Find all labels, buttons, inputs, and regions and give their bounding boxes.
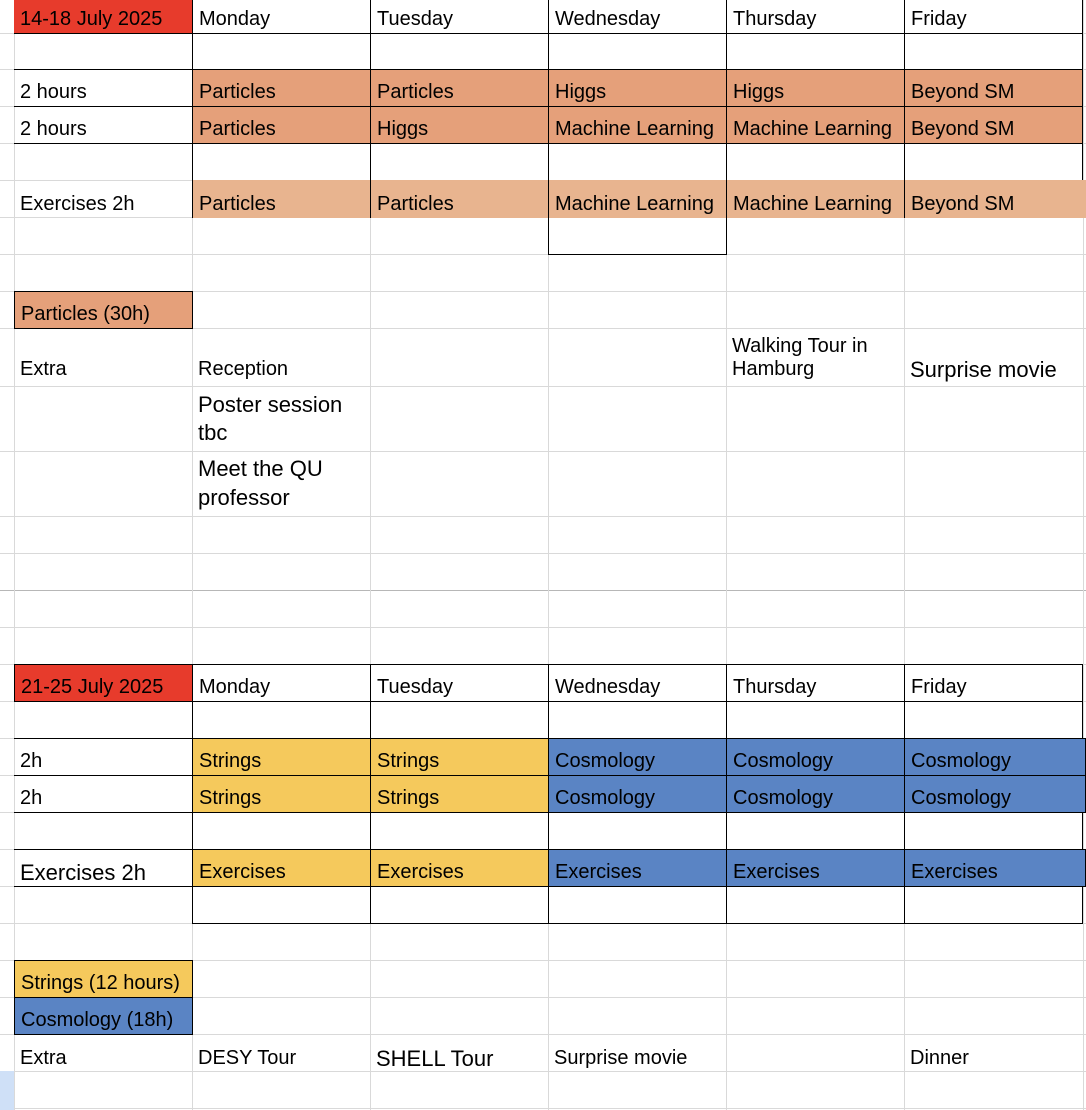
week1-bordered-empty (548, 217, 727, 255)
week1-header[interactable]: 14-18 July 2025 (14, 0, 193, 34)
gridline (1083, 0, 1084, 1110)
week1-row1-thursday[interactable]: Higgs (726, 69, 905, 107)
week2-row2-tuesday[interactable]: Strings (370, 775, 549, 813)
week1-empty-cell[interactable] (548, 143, 727, 181)
week1-extra-monday-meet[interactable]: Meet the QU professor (198, 456, 323, 510)
week2-empty-cell[interactable] (726, 701, 905, 739)
week2-extra-monday[interactable]: DESY Tour (198, 1047, 297, 1069)
week1-row3-thursday[interactable]: Machine Learning (726, 180, 905, 218)
week2-row1-label[interactable]: 2h (14, 738, 193, 776)
gridline (0, 553, 1086, 554)
week1-row2-monday[interactable]: Particles (192, 106, 371, 144)
week1-row2-wednesday[interactable]: Machine Learning (548, 106, 727, 144)
week1-extra-monday-reception[interactable]: Reception (198, 358, 289, 380)
week2-row1-monday[interactable]: Strings (192, 738, 371, 776)
week1-empty-cell[interactable] (726, 143, 905, 181)
week1-row1-wednesday[interactable]: Higgs (548, 69, 727, 107)
week2-empty-cell[interactable] (370, 812, 549, 850)
week2-row2-thursday[interactable]: Cosmology (726, 775, 905, 813)
week1-empty-cell[interactable] (904, 143, 1083, 181)
week2-extra-tuesday[interactable]: SHELL Tour (376, 1046, 494, 1071)
week1-day-wednesday[interactable]: Wednesday (548, 0, 727, 34)
week1-day-friday[interactable]: Friday (904, 0, 1083, 34)
gridline (0, 516, 1086, 517)
week2-row1-wednesday[interactable]: Cosmology (548, 738, 727, 776)
week1-row2-thursday[interactable]: Machine Learning (726, 106, 905, 144)
week2-day-tuesday[interactable]: Tuesday (370, 664, 549, 702)
week1-row2-tuesday[interactable]: Higgs (370, 106, 549, 144)
week2-day-wednesday[interactable]: Wednesday (548, 664, 727, 702)
week1-row1-label[interactable]: 2 hours (14, 69, 193, 107)
week2-row2-monday[interactable]: Strings (192, 775, 371, 813)
week1-row3-wednesday[interactable]: Machine Learning (548, 180, 727, 218)
week2-extra-label[interactable]: Extra (20, 1047, 67, 1069)
week2-empty-cell[interactable] (192, 886, 371, 924)
week2-empty-cell[interactable] (726, 812, 905, 850)
week1-row1-monday[interactable]: Particles (192, 69, 371, 107)
week1-row3-friday[interactable]: Beyond SM (904, 180, 1086, 218)
week2-empty-cell[interactable] (192, 812, 371, 850)
gridline (0, 386, 1086, 387)
week2-row3-friday[interactable]: Exercises (904, 849, 1086, 887)
week1-empty-cell[interactable] (192, 143, 371, 181)
row-header-selected[interactable] (0, 1071, 14, 1110)
week2-empty-cell[interactable] (726, 886, 905, 924)
gridline (0, 1108, 1086, 1109)
week2-row3-wednesday[interactable]: Exercises (548, 849, 727, 887)
week2-row3-tuesday[interactable]: Exercises (370, 849, 549, 887)
week2-legend-strings[interactable]: Strings (12 hours) (14, 960, 193, 998)
week2-empty-cell[interactable] (370, 886, 549, 924)
week2-row1-friday[interactable]: Cosmology (904, 738, 1086, 776)
week2-row1-tuesday[interactable]: Strings (370, 738, 549, 776)
week2-empty-cell[interactable] (904, 701, 1083, 739)
gridline (0, 627, 1086, 628)
week1-row1-tuesday[interactable]: Particles (370, 69, 549, 107)
week1-day-thursday[interactable]: Thursday (726, 0, 905, 34)
week1-row1-friday[interactable]: Beyond SM (904, 69, 1083, 107)
week1-empty-cell[interactable] (548, 33, 727, 70)
week1-empty-cell[interactable] (904, 33, 1083, 70)
week1-empty-cell[interactable] (192, 33, 371, 70)
week2-empty-cell[interactable] (192, 701, 371, 739)
week2-row2-wednesday[interactable]: Cosmology (548, 775, 727, 813)
week2-extra-friday[interactable]: Dinner (910, 1047, 969, 1069)
week1-empty-cell[interactable] (726, 33, 905, 70)
week2-day-friday[interactable]: Friday (904, 664, 1083, 702)
week2-row2-friday[interactable]: Cosmology (904, 775, 1086, 813)
week2-row3-label[interactable]: Exercises 2h (14, 849, 193, 887)
gridline (0, 451, 1086, 452)
week2-empty-cell[interactable] (548, 886, 727, 924)
week1-row3-monday[interactable]: Particles (192, 180, 371, 218)
week1-extra-label[interactable]: Extra (20, 358, 67, 380)
week2-empty-cell[interactable] (370, 701, 549, 739)
week1-day-monday[interactable]: Monday (192, 0, 371, 34)
week1-row3-label[interactable]: Exercises 2h (20, 193, 135, 215)
gridline (0, 590, 1086, 591)
week1-empty-cell[interactable] (370, 33, 549, 70)
week2-row3-monday[interactable]: Exercises (192, 849, 371, 887)
week2-empty-cell[interactable] (548, 701, 727, 739)
week2-empty-cell[interactable] (904, 812, 1083, 850)
week1-legend-particles[interactable]: Particles (30h) (14, 291, 193, 329)
week2-day-monday[interactable]: Monday (192, 664, 371, 702)
week2-row1-thursday[interactable]: Cosmology (726, 738, 905, 776)
week1-extra-monday-poster[interactable]: Poster session tbc (198, 392, 343, 445)
week2-header[interactable]: 21-25 July 2025 (14, 664, 193, 702)
week2-row2-label[interactable]: 2h (14, 775, 193, 813)
week2-legend-cosmology[interactable]: Cosmology (18h) (14, 997, 193, 1035)
gridline (14, 0, 15, 1110)
week1-row2-label[interactable]: 2 hours (14, 106, 193, 144)
week2-empty-cell[interactable] (548, 812, 727, 850)
week1-day-tuesday[interactable]: Tuesday (370, 0, 549, 34)
week2-row3-thursday[interactable]: Exercises (726, 849, 905, 887)
week2-day-thursday[interactable]: Thursday (726, 664, 905, 702)
week1-empty-cell[interactable] (370, 143, 549, 181)
week2-extra-wednesday[interactable]: Surprise movie (554, 1047, 688, 1069)
week1-row2-friday[interactable]: Beyond SM (904, 106, 1083, 144)
gridline (0, 254, 1086, 255)
week1-extra-friday[interactable]: Surprise movie (910, 357, 1057, 382)
week2-empty-cell[interactable] (904, 886, 1083, 924)
week1-row3-tuesday[interactable]: Particles (370, 180, 549, 218)
week1-extra-thursday[interactable]: Walking Tour in Hamburg (732, 335, 868, 380)
